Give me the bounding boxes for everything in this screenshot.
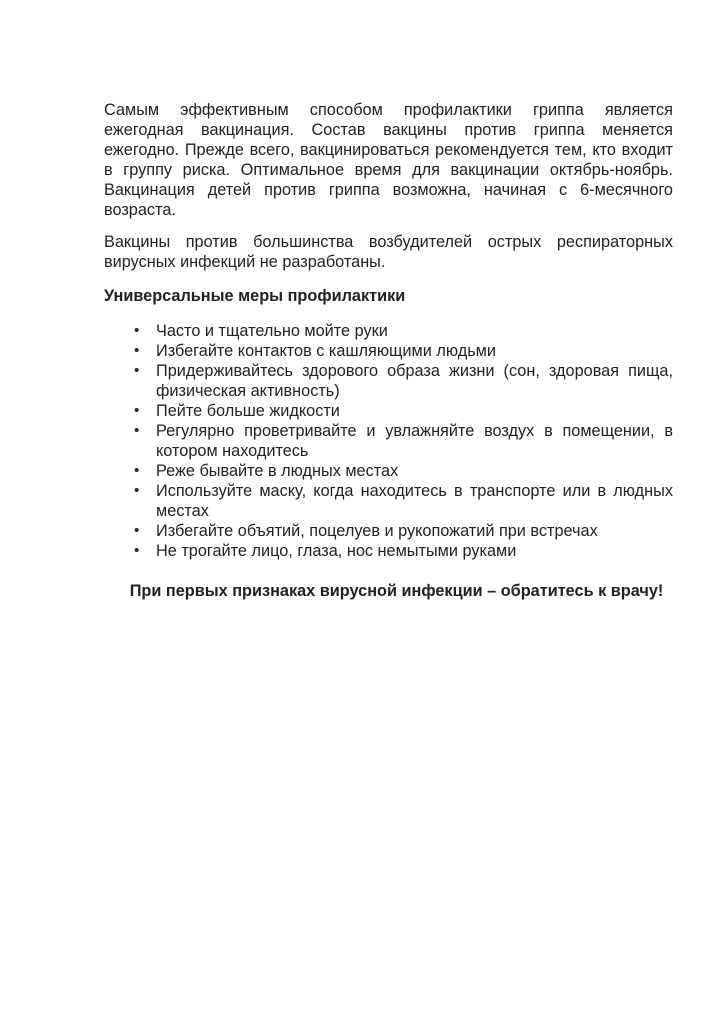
list-item [104, 341, 673, 361]
list-item [104, 541, 673, 561]
list-item-text: Избегайте объятий, поцелуев и рукопожатий при встречах [156, 522, 598, 540]
bullet-icon: • [134, 522, 140, 539]
bullet-icon: • [134, 342, 140, 359]
bullet-icon: • [134, 362, 140, 379]
closing-note: При первых признаках вирусной инфекции – обратитесь к врачу! [129, 582, 664, 600]
list-item-text: Пейте больше жидкости [156, 402, 340, 420]
list-item [104, 361, 673, 401]
vaccination-paragraph: Самым эффективным способом профилактики гриппа является ежегодная вакцинация. Состав вакцины против гриппа меняется ежегодно. Прежде всего, вакцинироваться рекомендуется тем, кто входит в группу риска. Оптимальное время для вакцинации октябрь-ноябрь. Вакцинация детей против гриппа возможна, начиная с 6-месячного возраста. [104, 101, 673, 219]
list-item [104, 461, 673, 481]
no-vaccine-paragraph: Вакцины против большинства возбудителей острых респираторных вирусных инфекций не разработаны. [104, 233, 673, 271]
bullet-icon: • [134, 462, 140, 479]
list-item [104, 421, 673, 461]
bullet-icon: • [134, 422, 140, 439]
list-item-text: Не трогайте лицо, глаза, нос немытыми руками [156, 542, 517, 560]
bullet-icon: • [134, 322, 140, 339]
prevention-measures-list [104, 321, 673, 561]
list-item-text: Придерживайтесь здорового образа жизни (сон, здоровая пища, физическая активность) [156, 362, 673, 400]
list-item-text: Регулярно проветривайте и увлажняйте воздух в помещении, в котором находитесь [156, 422, 673, 460]
document-body [104, 100, 673, 601]
bullet-icon: • [134, 482, 140, 499]
list-item-text: Часто и тщательно мойте руки [156, 322, 388, 340]
list-item-text: Используйте маску, когда находитесь в транспорте или в людных местах [156, 482, 673, 520]
list-item-text: Реже бывайте в людных местах [156, 462, 399, 480]
list-item [104, 321, 673, 341]
list-item [104, 521, 673, 541]
bullet-icon: • [134, 402, 140, 419]
section-heading: Универсальные меры профилактики [104, 287, 406, 305]
list-item-text: Избегайте контактов с кашляющими людьми [156, 342, 496, 360]
list-item [104, 401, 673, 421]
bullet-icon: • [134, 542, 140, 559]
list-item [104, 481, 673, 521]
